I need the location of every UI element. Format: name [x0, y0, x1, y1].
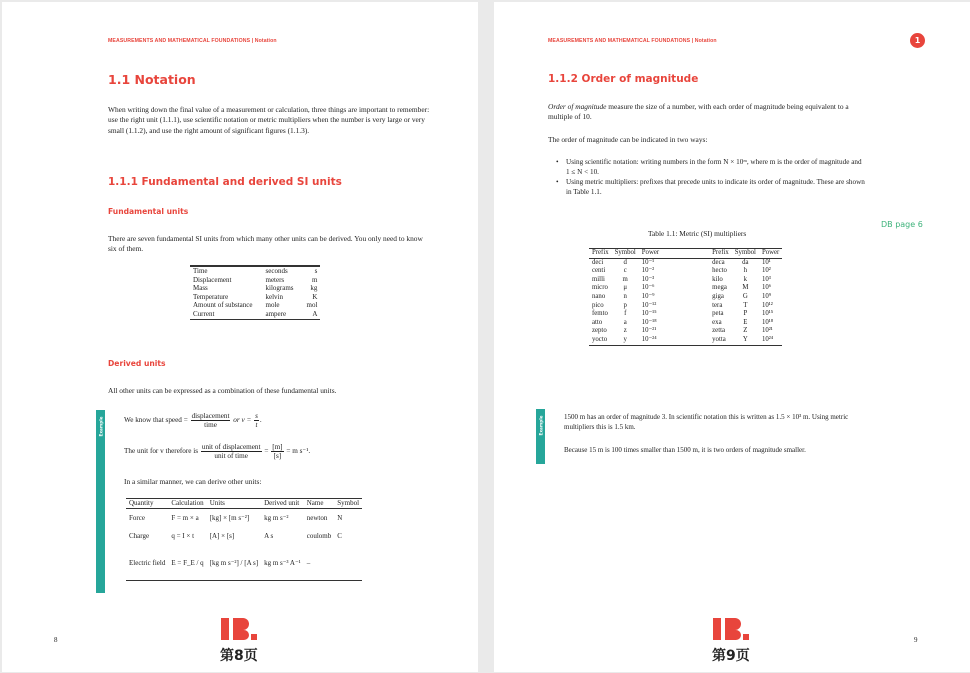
table-cell: coulomb: [306, 532, 332, 541]
table-cell: newton: [306, 513, 328, 522]
table-row: [589, 293, 782, 302]
speed-numerator: displacement: [191, 412, 230, 420]
table-cell: m: [622, 275, 628, 283]
table-cell: 10⁻⁹: [641, 292, 655, 300]
table-cell: 10⁻³: [641, 275, 655, 283]
ways-paragraph: The order of magnitude can be indicated in two ways:: [548, 135, 708, 144]
table-cell: c: [623, 267, 627, 275]
similar-paragraph: In a similar manner, we can derive other units:: [124, 477, 262, 486]
table-cell: –: [306, 558, 311, 567]
cell-quantity: Time: [193, 267, 208, 275]
column-header: Symbol: [337, 499, 360, 507]
cell-quantity: Current: [193, 309, 215, 318]
table-cell: 10⁻¹⁸: [641, 318, 657, 326]
column-header: Power: [641, 249, 660, 256]
table-cell: Electric field: [129, 558, 166, 567]
subsection-heading-order-of-magnitude: 1.1.2 Order of magnitude: [548, 73, 699, 85]
unit-numerator: unit of displacement: [201, 443, 261, 451]
table-cell: q = I × t: [171, 532, 195, 541]
table-cell: Z: [743, 327, 748, 335]
table-row: [126, 527, 362, 546]
table-cell: T: [743, 301, 748, 309]
cell-symbol: A: [312, 309, 318, 318]
magnitude-paragraph: [548, 102, 866, 123]
table-cell: nano: [592, 292, 606, 300]
table-cell: C: [337, 532, 342, 541]
speed-prefix: We know that speed =: [124, 416, 188, 425]
column-header: Prefix: [712, 249, 729, 256]
section-heading-notation: 1.1 Notation: [108, 72, 196, 87]
table-row: [589, 302, 782, 311]
table-row: [589, 327, 782, 336]
list-item: • Using scientific notation: writing numbers in the form N × 10ᵐ, where m is the order of magnitude and 1 ≤ N < 10.: [556, 157, 866, 177]
table-cell: 10¹⁸: [761, 318, 774, 326]
column-header: Symbol: [734, 249, 756, 256]
publisher-logo: [219, 616, 259, 642]
table-cell: 10⁻²¹: [641, 327, 657, 335]
fundamental-paragraph: There are seven fundamental SI units from which many other units can be derived. You only need to know six of them.: [108, 234, 423, 254]
right-page: [494, 2, 970, 672]
table-caption: Table 1.1: Metric (SI) multipliers: [648, 229, 747, 238]
db-page-link[interactable]: DB page 6: [881, 220, 923, 229]
logo-icon: [219, 616, 259, 642]
table-cell: deci: [592, 258, 604, 266]
unit-denominator-2: [s]: [273, 452, 282, 460]
column-header: Prefix: [592, 249, 609, 256]
table-cell: [334, 546, 362, 580]
speed-equation: We know that speed = $\frac{\text{displacement}}{\text{time}}$ or v = $\frac{s}{t}$ .: [124, 412, 262, 429]
cell-unit: ampere: [265, 309, 287, 318]
speed-denominator: time: [204, 421, 217, 429]
table-cell: zepto: [592, 327, 607, 335]
page-number: 9: [914, 636, 918, 644]
table-cell: 10⁻¹⁵: [641, 310, 657, 318]
column-header: Power: [761, 249, 780, 256]
table-row: [190, 267, 320, 276]
table-cell: 10⁻²⁴: [641, 335, 657, 343]
cell-unit: seconds: [265, 267, 288, 275]
speed-numerator-2: s: [255, 412, 258, 420]
column-header: Quantity: [129, 499, 154, 507]
table-row: [589, 284, 782, 293]
page-number: 8: [54, 636, 58, 644]
table-cell: 10²⁴: [761, 335, 774, 343]
table-cell: 10³: [761, 275, 771, 283]
table-row: [190, 310, 320, 319]
table-cell: tera: [712, 301, 723, 309]
table-cell: E = F_E / q: [171, 558, 204, 567]
column-header: Calculation: [171, 499, 204, 507]
cell-unit: kelvin: [265, 292, 283, 301]
table-cell: k: [743, 275, 748, 283]
table-cell: kg m s⁻²: [264, 513, 289, 522]
table-row: [589, 276, 782, 285]
table-row: [589, 336, 782, 345]
speed-denominator-2: t: [255, 421, 258, 429]
table-cell: da: [742, 258, 749, 266]
column-header: Symbol: [614, 249, 636, 256]
column-header: Derived unit: [264, 499, 300, 507]
table-cell: 10⁻¹: [641, 258, 655, 266]
unit-fraction: [201, 443, 262, 460]
table-row: [190, 293, 320, 302]
table-row: [190, 301, 320, 310]
table-row: [589, 258, 782, 267]
table-row: [589, 267, 782, 276]
table-cell: p: [623, 301, 627, 309]
table-cell: Y: [742, 335, 748, 343]
ways-list: [556, 157, 866, 197]
table-cell: 10⁻⁶: [641, 284, 655, 292]
table-cell: atto: [592, 318, 603, 326]
cell-symbol: m: [311, 275, 318, 284]
speed-or: or v =: [233, 416, 252, 425]
table-row: [190, 284, 320, 293]
cell-symbol: s: [314, 267, 318, 275]
table-cell: mega: [712, 284, 727, 292]
unit-prefix: The unit for v therefore is: [124, 447, 199, 456]
table-cell: hecto: [712, 267, 727, 275]
table-cell: Force: [129, 513, 145, 522]
subsection-heading-si-units: 1.1.1 Fundamental and derived SI units: [108, 176, 342, 188]
cell-symbol: mol: [306, 301, 318, 310]
notification-badge[interactable]: 1: [910, 33, 925, 48]
derived-units-table: [126, 498, 362, 581]
table-row: [126, 508, 362, 527]
running-head: MEASUREMENTS AND MATHEMATICAL FOUNDATIONS | Notation: [108, 38, 277, 44]
table-cell: 10⁻¹²: [641, 301, 657, 309]
table-cell: M: [742, 284, 749, 292]
example-bar: [536, 409, 545, 464]
table-cell: y: [623, 335, 627, 343]
page-label: 第9页: [712, 648, 750, 664]
prefix-table: [589, 248, 782, 346]
table-cell: centi: [592, 267, 606, 275]
table-row: [190, 276, 320, 285]
table-cell: femto: [592, 310, 608, 318]
table-cell: E: [743, 318, 748, 326]
table-cell: deca: [712, 258, 725, 266]
si-units-table: [190, 265, 320, 320]
intro-paragraph: When writing down the final value of a measurement or calculation, three things are important to remember: use the right unit (1.1.1), use scientific notation or metric multipliers when the number is very large or very small (1.1.2), and use the right amount of significant figures (1.1.3).: [108, 105, 430, 135]
publisher-logo: [711, 616, 751, 642]
list-item: • Using metric multipliers: prefixes that precede units to indicate its order of magnitude. These are shown in Table 1.1.: [556, 177, 866, 197]
table-cell: P: [743, 310, 748, 318]
table-cell: 10¹²: [761, 301, 773, 309]
example-label: Example: [98, 416, 103, 437]
cell-quantity: Displacement: [193, 275, 232, 284]
cell-quantity: Amount of substance: [193, 301, 253, 310]
example-text-1: 1500 m has an order of magnitude 3. In scientific notation this is written as 1.5 × 10³ m. Using metric multipliers this is 1.5 km.: [564, 413, 849, 431]
table-cell: a: [623, 318, 627, 326]
heading-derived-units: Derived units: [108, 359, 166, 368]
cell-unit: meters: [265, 275, 285, 284]
table-cell: kilo: [712, 275, 723, 283]
table-cell: 10⁶: [761, 284, 772, 292]
table-cell: kg m s⁻³ A⁻¹: [264, 558, 301, 567]
table-row: [589, 319, 782, 328]
speed-fraction: [191, 412, 231, 429]
table-cell: μ: [623, 284, 628, 292]
speed-fraction-symbolic: [254, 412, 259, 429]
table-cell: giga: [712, 292, 724, 300]
table-row: [589, 310, 782, 319]
cell-symbol: kg: [310, 284, 318, 293]
table-cell: h: [743, 267, 748, 275]
magnitude-definition: measure the size of a number, with each order of magnitude being equivalent to a multiple of 10.: [548, 102, 849, 122]
table-cell: yotta: [712, 335, 726, 343]
table-cell: peta: [712, 310, 724, 318]
table-cell: [kg m s⁻²] / [A s]: [209, 558, 259, 567]
table-cell: [kg] × [m s⁻²]: [209, 513, 250, 522]
left-page: [2, 2, 478, 672]
table-cell: milli: [592, 275, 605, 283]
table-cell: z: [623, 327, 627, 335]
table-cell: zetta: [712, 327, 725, 335]
cell-unit: kilograms: [265, 284, 294, 293]
derived-paragraph: All other units can be expressed as a combination of these fundamental units.: [108, 386, 337, 395]
cell-symbol: K: [312, 292, 318, 301]
unit-fraction-2: [271, 443, 283, 460]
table-cell: Charge: [129, 532, 150, 541]
table-cell: 10¹⁵: [761, 310, 774, 318]
table-cell: pico: [592, 301, 604, 309]
table-cell: F = m × a: [171, 513, 199, 522]
table-cell: n: [623, 292, 627, 300]
table-cell: 10⁹: [761, 292, 772, 300]
table-cell: [A] × [s]: [209, 532, 235, 541]
table-cell: micro: [592, 284, 608, 292]
table-cell: G: [742, 292, 748, 300]
cell-quantity: Temperature: [193, 292, 229, 301]
table-row: [126, 546, 362, 580]
magnitude-term: Order of magnitude: [548, 102, 607, 111]
unit-numerator-2: [m]: [272, 443, 283, 451]
example-text-2: Because 15 m is 100 times smaller than 1500 m, it is two orders of magnitude smaller.: [564, 446, 806, 454]
table-cell: yocto: [592, 335, 608, 343]
table-cell: 10²¹: [761, 327, 773, 335]
table-cell: 10⁻²: [641, 267, 655, 275]
table-cell: A s: [264, 532, 274, 541]
cell-unit: mole: [265, 301, 280, 310]
logo-icon: [711, 616, 751, 642]
example-bar: [96, 410, 105, 593]
table-cell: 10¹: [761, 258, 771, 266]
table-cell: exa: [712, 318, 722, 326]
table-cell: 10²: [761, 267, 771, 275]
example-label: Example: [538, 415, 543, 436]
running-head: MEASUREMENTS AND MATHEMATICAL FOUNDATIONS | Notation: [548, 38, 717, 44]
column-header: Name: [306, 499, 324, 507]
cell-quantity: Mass: [193, 284, 208, 293]
unit-denominator: unit of time: [214, 452, 248, 460]
unit-equation: The unit for v therefore is $\frac{\text{unit of displacement}}{\text{unit of time}}$ = $\frac{[m]}{[s]}$ = m s⁻¹.: [124, 443, 311, 460]
unit-result: = m s⁻¹.: [286, 447, 311, 456]
heading-fundamental-units: Fundamental units: [108, 207, 189, 216]
table-cell: d: [623, 258, 627, 266]
column-header: Units: [209, 499, 225, 507]
table-cell: N: [337, 513, 343, 522]
page-label: 第8页: [220, 648, 258, 664]
table-cell: f: [624, 310, 627, 318]
